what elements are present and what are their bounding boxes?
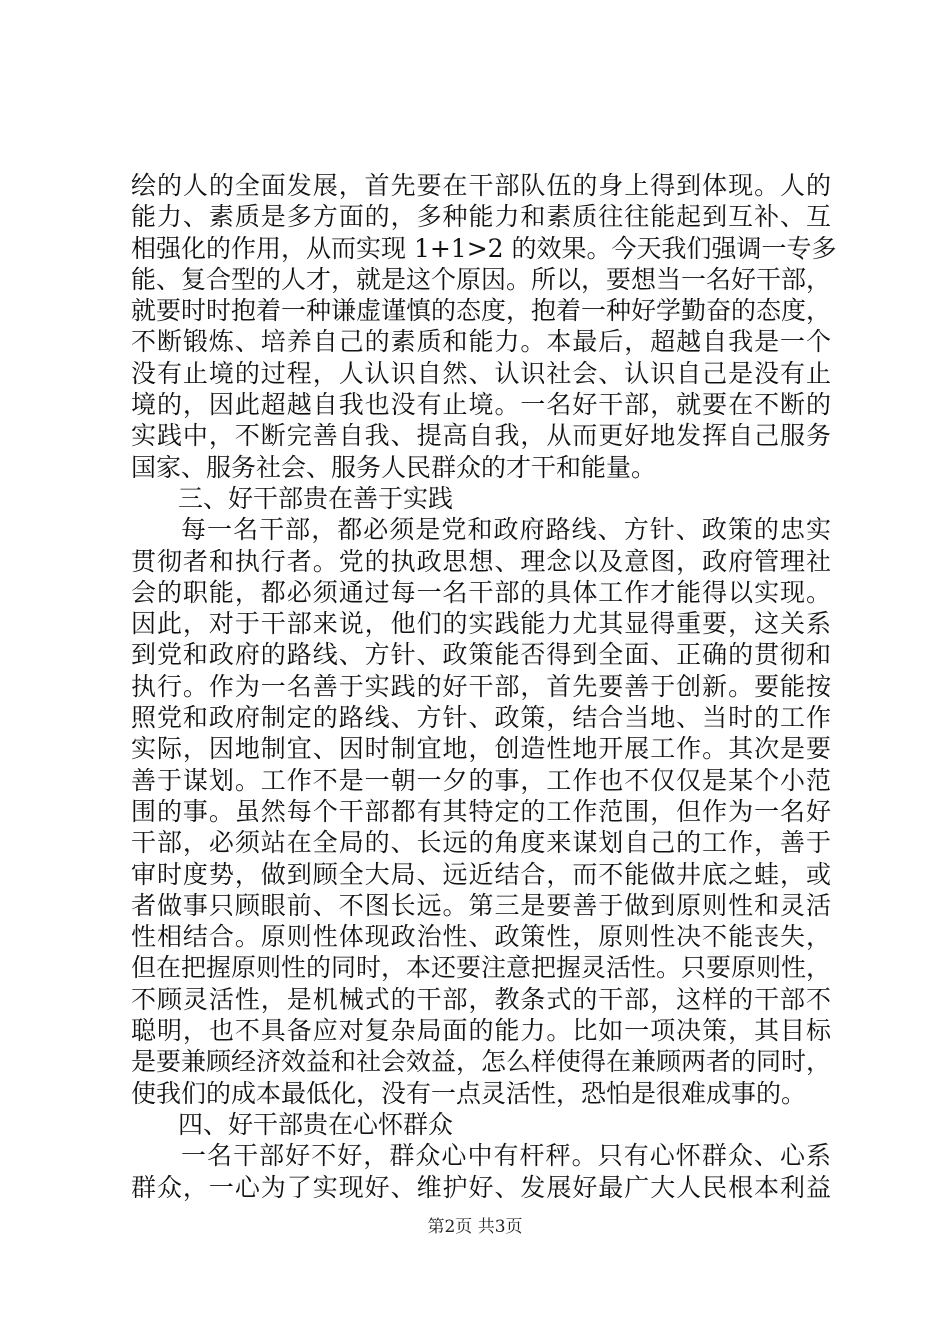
body-text bbox=[131, 170, 837, 1203]
page-footer: 第2页 共3页 bbox=[427, 1217, 523, 1237]
text-line: 不顾灵活性，是机械式的干部，教条式的干部，这样的干部不 bbox=[131, 984, 831, 1014]
text-line: 实际，因地制宜、因时制宜地，创造性地开展工作。其次是要 bbox=[131, 734, 831, 764]
text-line: 不断锻炼、培养自己的素质和能力。本最后，超越自我是一个 bbox=[131, 327, 831, 357]
text-line: 就要时时抱着一种谦虚谨慎的态度，抱着一种好学勤奋的态度， bbox=[131, 296, 832, 326]
text-line: 每一名干部，都必须是党和政府路线、方针、政策的忠实 bbox=[181, 515, 831, 545]
text-line: 善于谋划。工作不是一朝一夕的事，工作也不仅仅是某个小范 bbox=[131, 765, 831, 795]
section-heading: 三、好干部贵在善于实践 bbox=[178, 483, 454, 513]
text-line: 到党和政府的路线、方针、政策能否得到全面、正确的贯彻和 bbox=[131, 640, 831, 670]
section-heading: 四、好干部贵在心怀群众 bbox=[178, 1109, 454, 1139]
text-line: 国家、服务社会、服务人民群众的才干和能量。 bbox=[131, 452, 657, 482]
text-line: 审时度势，做到顾全大局、远近结合，而不能做井底之蛙，或 bbox=[131, 859, 831, 889]
text-line: 围的事。虽然每个干部都有其特定的工作范围，但作为一名好 bbox=[131, 796, 831, 826]
text-line: 者做事只顾眼前、不图长远。第三是要善于做到原则性和灵活 bbox=[131, 890, 831, 920]
text-line: 干部，必须站在全局的、长远的角度来谋划自己的工作，善于 bbox=[131, 828, 831, 858]
text-line: 能力、素质是多方面的，多种能力和素质往往能起到互补、互 bbox=[131, 202, 831, 232]
text-line: 使我们的成本最低化，没有一点灵活性，恐怕是很难成事的。 bbox=[131, 1078, 807, 1108]
text-line: 没有止境的过程，人认识自然、认识社会、认识自己是没有止 bbox=[131, 358, 831, 388]
text-line: 是要兼顾经济效益和社会效益，怎么样使得在兼顾两者的同时， bbox=[131, 1047, 832, 1077]
text-line: 因此，对于干部来说，他们的实践能力尤其显得重要，这关系 bbox=[131, 609, 831, 639]
text-line: 能、复合型的人才，就是这个原因。所以，要想当一名好干部， bbox=[131, 264, 832, 294]
text-line: 绘的人的全面发展，首先要在干部队伍的身上得到体现。人的 bbox=[131, 171, 831, 200]
text-line: 实践中，不断完善自我、提高自我，从而更好地发挥自己服务 bbox=[131, 421, 831, 451]
text-line: 照党和政府制定的路线、方针、政策，结合当地、当时的工作 bbox=[131, 703, 831, 733]
text-line: 但在把握原则性的同时，本还要注意把握灵活性。只要原则性， bbox=[131, 953, 832, 983]
text-line: 性相结合。原则性体现政治性、政策性，原则性决不能丧失， bbox=[131, 922, 831, 952]
text-line: 相强化的作用，从而实现 1+1>2 的效果。今天我们强调一专多 bbox=[131, 233, 837, 263]
text-line: 聪明，也不具备应对复杂局面的能力。比如一项决策，其目标 bbox=[131, 1016, 831, 1046]
text-line: 会的职能，都必须通过每一名干部的具体工作才能得以实现。 bbox=[131, 577, 831, 607]
text-line: 贯彻者和执行者。党的执政思想、理念以及意图，政府管理社 bbox=[131, 546, 831, 576]
text-line: 群众，一心为了实现好、维护好、发展好最广大人民根本利益 bbox=[131, 1172, 831, 1202]
text-line: 一名干部好不好，群众心中有杆秤。只有心怀群众、心系 bbox=[181, 1141, 831, 1171]
text-line: 境的，因此超越自我也没有止境。一名好干部，就要在不断的 bbox=[131, 390, 831, 420]
text-line: 执行。作为一名善于实践的好干部，首先要善于创新。要能按 bbox=[131, 671, 831, 701]
